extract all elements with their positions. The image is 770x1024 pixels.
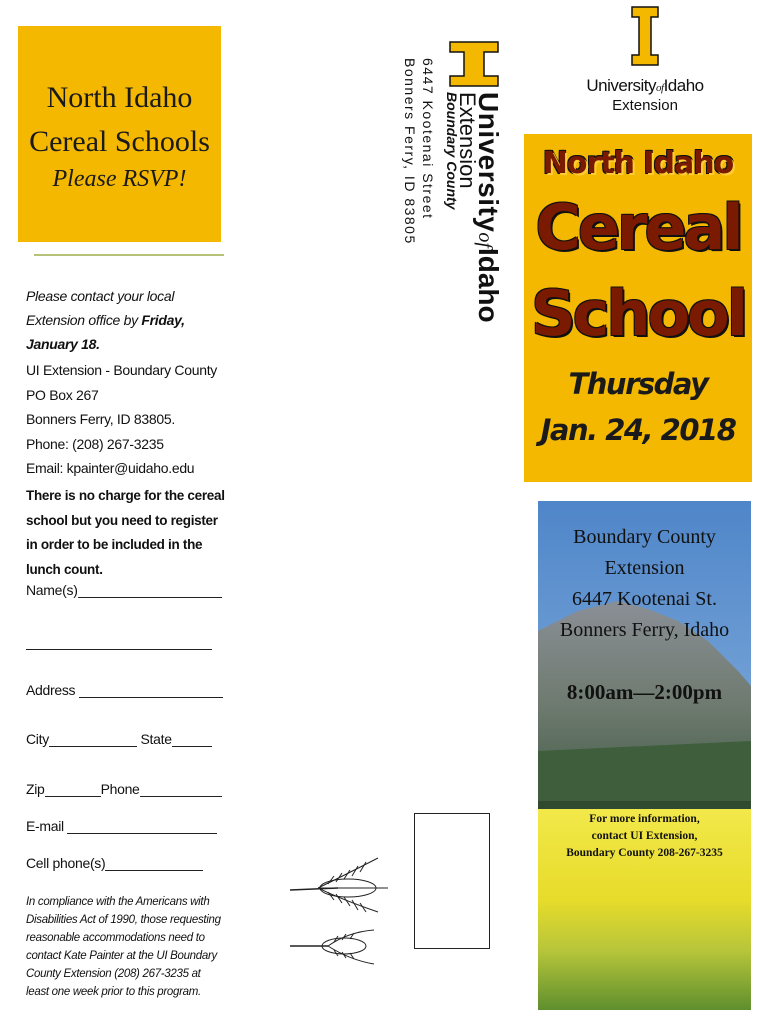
office-address bbox=[26, 358, 226, 481]
event-time: 8:00am—2:00pm bbox=[566, 680, 723, 704]
address-line: UI Extension - Boundary County bbox=[26, 362, 217, 378]
mailer-city: Bonners Ferry, ID 83805 bbox=[402, 58, 418, 245]
mailer-county: Boundary County bbox=[444, 92, 460, 210]
wheat-icon bbox=[288, 848, 400, 918]
name-field[interactable]: Name(s) bbox=[26, 582, 222, 598]
rsvp-title: North Idaho Cereal Schools bbox=[29, 81, 210, 158]
wheat-small-icon bbox=[288, 928, 378, 968]
event-date: Jan. 24, 2018 bbox=[540, 413, 736, 447]
divider bbox=[34, 254, 224, 256]
event-location: Boundary County Extension 6447 Kootenai St. Bonners Ferry, Idaho bbox=[559, 526, 730, 641]
cover-title-cereal: Cereal bbox=[535, 191, 741, 264]
contact-instructions: Please contact your local Extension office by Friday, January 18. bbox=[26, 288, 185, 352]
event-day: Thursday bbox=[568, 367, 708, 401]
rsvp-subtitle: Please RSVP! bbox=[52, 166, 187, 192]
cell-phone-field[interactable]: Cell phone(s) bbox=[26, 855, 203, 871]
cover-title-school: School bbox=[531, 277, 745, 350]
email-field[interactable]: E-mail bbox=[26, 818, 217, 834]
email-line[interactable]: Email: kpainter@uidaho.edu bbox=[26, 460, 195, 476]
mailer-university-wordmark: UniversityofIdaho bbox=[473, 92, 504, 323]
rsvp-box bbox=[18, 26, 221, 242]
phone-line: Phone: (208) 267-3235 bbox=[26, 435, 164, 452]
cover-title-region: North Idaho bbox=[542, 146, 734, 181]
rsvp-deadline: Friday, January 18. bbox=[26, 312, 185, 352]
logo-extension: Extension bbox=[612, 97, 678, 114]
university-i-logo-icon bbox=[448, 40, 500, 88]
cover-title-box bbox=[524, 134, 752, 482]
mailer-street: 6447 Kootenai Street bbox=[420, 58, 436, 220]
name-field-line2[interactable] bbox=[26, 634, 212, 650]
city-state-field[interactable]: City State bbox=[26, 731, 212, 747]
ada-compliance-note: In compliance with the Americans with Disabilities Act of 1990, those requesting reasonable accommodations need to contact Kate Painter at the UI Boundary County Extension (208) 267-3235 at least one week prior to this program. bbox=[26, 896, 221, 998]
address-line: PO Box 267 bbox=[26, 386, 99, 403]
mailer-panel bbox=[400, 40, 530, 370]
stamp-box bbox=[414, 813, 490, 949]
university-i-logo-icon bbox=[630, 5, 660, 67]
mailer-extension: Extension bbox=[455, 92, 480, 189]
zip-phone-field[interactable]: Zip Phone bbox=[26, 781, 222, 797]
more-info: For more information, contact UI Extension, Boundary County 208-267-3235 bbox=[566, 813, 723, 859]
address-field[interactable]: Address bbox=[26, 682, 223, 698]
university-logo: UniversityofIdaho Extension bbox=[585, 5, 705, 114]
address-line: Bonners Ferry, ID 83805. bbox=[26, 411, 175, 427]
no-charge-note: There is no charge for the cereal school but you need to register in order to be included in the lunch count. bbox=[26, 488, 225, 577]
